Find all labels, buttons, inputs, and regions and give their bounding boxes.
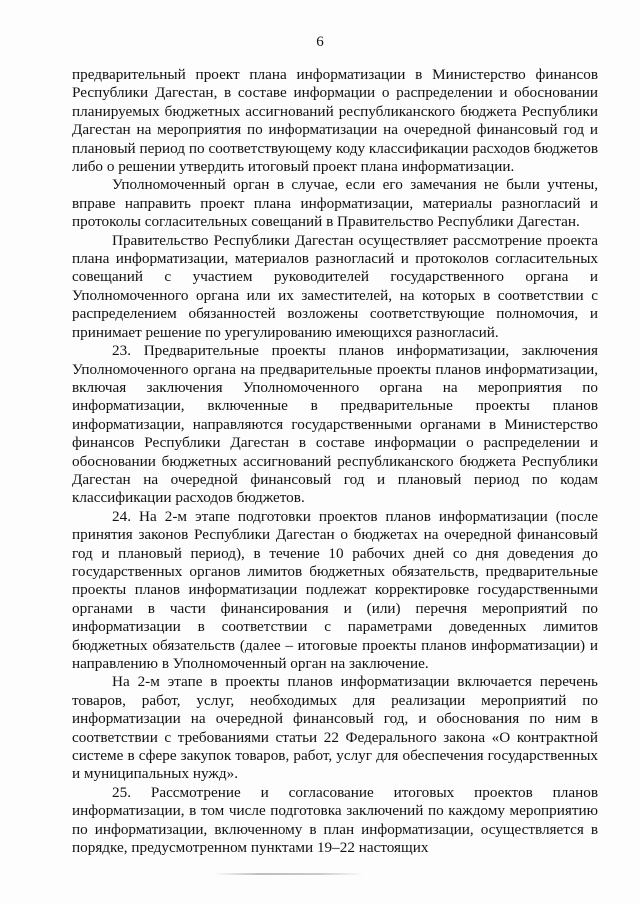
paragraph-item-24: 24. На 2-м этапе подготовки проектов планов информатизации (после принятия законов Республики Дагестан о бюджетах на очередной финансовый год и плановый период), в течение 10 рабочих дней со дня доведения до государственных органов лимитов бюджетных обязательств, предварительные проекты планов информатизации подлежат корректировке государственными органами в части финансирования и (или) перечня мероприятий по информатизации в соответствии с параметрами доведенных лимитов бюджетных обязательств (далее – итоговые проекты планов информатизации) и направлению в Уполномоченный орган на заключение. [72, 507, 598, 672]
paragraph-item-23: 23. Предварительные проекты планов информатизации, заключения Уполномоченного органа на предварительные проекты планов информатизации, включая заключения Уполномоченного органа на мероприятия по информатизации, включенные в предварительные проекты планов информатизации, направляются государственными органами в Министерство финансов Республики Дагестан в составе информации о распределении и обосновании бюджетных ассигнований республиканского бюджета Республики Дагестан на очередной финансовый год и плановый период по кодам классификации расходов бюджетов. [72, 342, 598, 507]
document-body [72, 66, 598, 857]
page-number: 6 [316, 34, 324, 50]
paragraph: Правительство Республики Дагестан осуществляет рассмотрение проекта плана информатизации, материалов разногласий и протоколов согласительных совещаний с участием руководителей государственного органа и Уполномоченного органа или их заместителей, на которых в соответствии с распределением обязанностей возложены соответствующие полномочия, и принимает решение по урегулированию имеющихся разногласий. [72, 231, 598, 341]
paragraph: предварительный проект плана информатизации в Министерство финансов Республики Дагестан, в составе информации о распределении и обосновании планируемых бюджетных ассигнований республиканского бюджета Республики Дагестан на мероприятия по информатизации на очередной финансовый год и плановый период по соответствующему коду классификации расходов бюджетов либо о решении утвердить итоговый проект плана информатизации. [72, 66, 598, 176]
scan-artifact [214, 873, 364, 875]
paragraph: На 2-м этапе в проекты планов информатизации включается перечень товаров, работ, услуг, необходимых для реализации мероприятий по информатизации на очередной финансовый год, и обоснования по ним в соответствии с требованиями статьи 22 Федерального закона «О контрактной системе в сфере закупок товаров, работ, услуг для обеспечения государственных и муниципальных нужд». [72, 673, 598, 783]
paragraph: Уполномоченный орган в случае, если его замечания не были учтены, вправе направить проект плана информатизации, материалы разногласий и протоколы согласительных совещаний в Правительство Республики Дагестан. [72, 176, 598, 231]
paragraph-item-25: 25. Рассмотрение и согласование итоговых проектов планов информатизации, в том числе подготовка заключений по каждому мероприятию по информатизации, включенному в план информатизации, осуществляется в порядке, предусмотренном пунктами 19–22 настоящих [72, 783, 598, 857]
